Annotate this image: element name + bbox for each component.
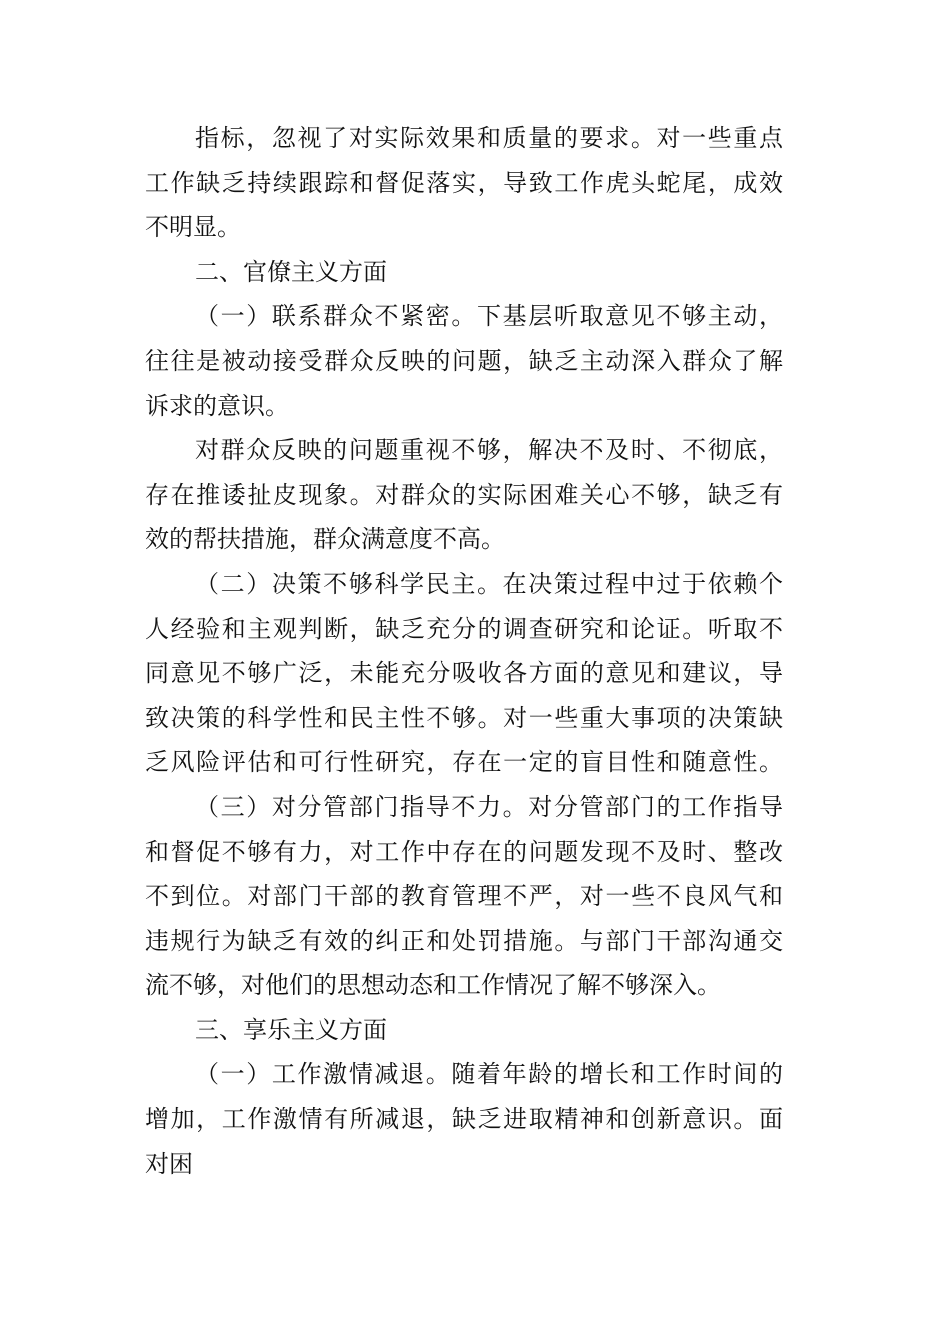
text-line: 往往是被动接受群众反映的问题，缺乏主动深入群众了解 [145,346,783,375]
document-body [145,116,783,1186]
text-line: 指标，忽视了对实际效果和质量的要求。对一些重点 [195,124,783,152]
text-line: 违规行为缺乏有效的纠正和处罚措施。与部门干部沟通交 [145,926,783,955]
text-line: 人经验和主观判断，缺乏充分的调查研究和论证。听取不 [145,614,783,643]
text-line: （二）决策不够科学民主。在决策过程中过于依赖个 [195,569,783,598]
text-line: 致决策的科学性和民主性不够。对一些重大事项的决策缺 [145,703,783,732]
text-line: （一）工作激情减退。随着年龄的增长和工作时间的 [195,1060,783,1089]
text-line: 不到位。对部门干部的教育管理不严，对一些不良风气和 [145,882,783,911]
text-line: 对群众反映的问题重视不够，解决不及时、不彻底， [195,436,783,465]
text-line: （一）联系群众不紧密。下基层听取意见不够主动， [195,302,783,331]
text-line: 和督促不够有力，对工作中存在的问题发现不及时、整改 [145,837,783,866]
text-line: 诉求的意识。 [145,391,289,420]
text-line: 增加，工作激情有所减退，缺乏进取精神和创新意识。面 [145,1105,783,1134]
text-line: 效的帮扶措施，群众满意度不高。 [145,525,505,554]
text-line: 对困 [145,1149,193,1178]
text-line: 不明显。 [145,213,241,242]
text-line: 流不够，对他们的思想动态和工作情况了解不够深入。 [145,971,721,1000]
text-line: 存在推诿扯皮现象。对群众的实际困难关心不够，缺乏有 [145,480,783,509]
text-line: 三、享乐主义方面 [195,1015,387,1044]
text-line: 同意见不够广泛，未能充分吸收各方面的意见和建议，导 [145,659,783,688]
text-line: 乏风险评估和可行性研究，存在一定的盲目性和随意性。 [145,748,783,777]
text-line: 工作缺乏持续跟踪和督促落实，导致工作虎头蛇尾，成效 [145,168,783,197]
text-line: （三）对分管部门指导不力。对分管部门的工作指导 [195,792,783,821]
text-line: 二、官僚主义方面 [195,257,387,286]
